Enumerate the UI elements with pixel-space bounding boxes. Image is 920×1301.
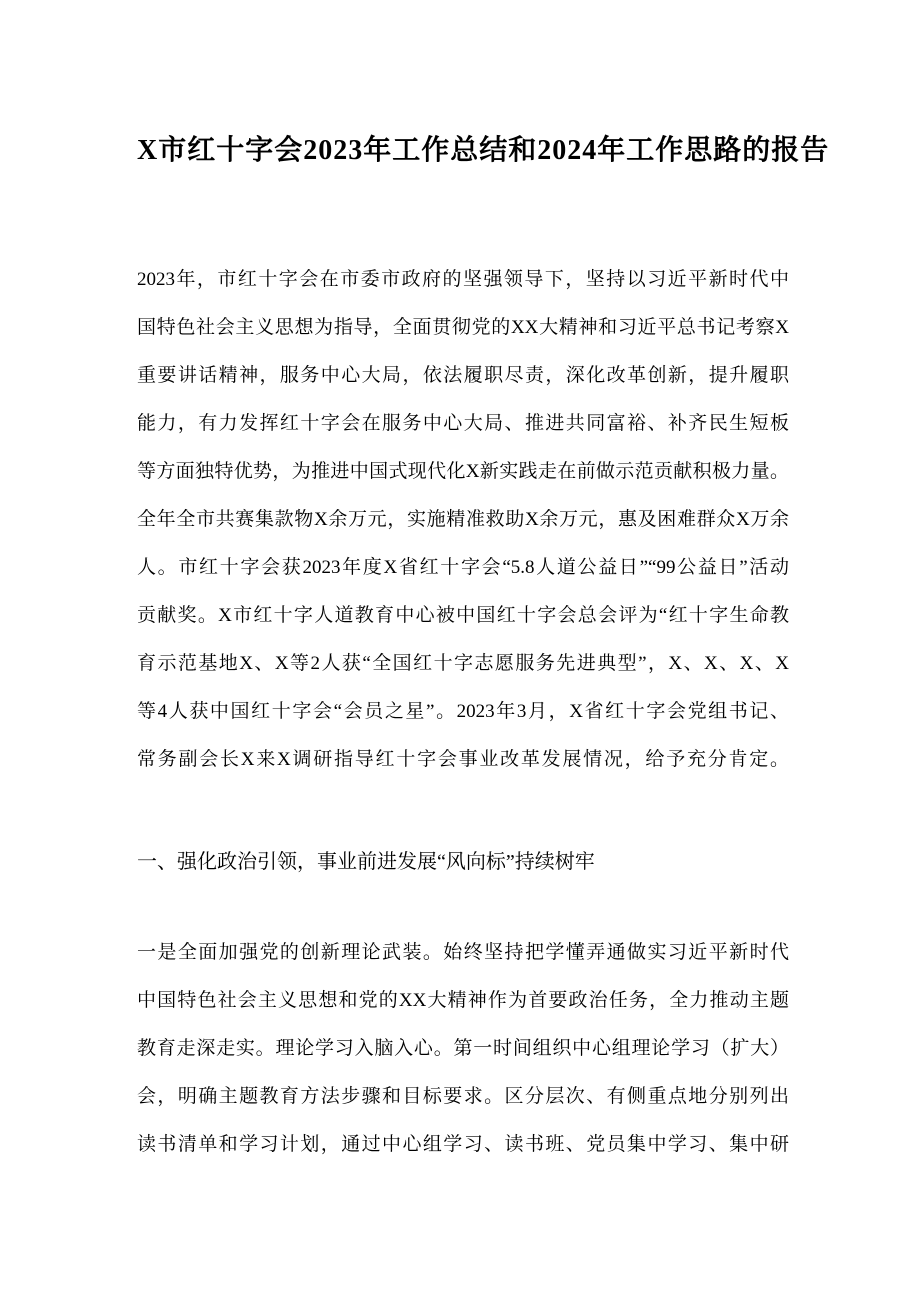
paragraph-line: 中国特色社会主义思想和党的XX大精神作为首要政治任务，全力推动主题 [137, 990, 789, 1011]
paragraph-line: 教育走深走实。理论学习入脑入心。第一时间组织中心组理论学习（扩大） [137, 1038, 789, 1059]
document-title: X市红十字会2023年工作总结和2024年工作思路的报告 [137, 135, 830, 166]
paragraph-line: 贡献奖。X市红十字人道教育中心被中国红十字会总会评为“红十字生命教 [137, 605, 789, 626]
paragraph-line: 能力，有力发挥红十字会在服务中心大局、推进共同富裕、补齐民生短板 [137, 413, 789, 434]
paragraph-line: 2023年，市红十字会在市委市政府的坚强领导下，坚持以习近平新时代中 [137, 269, 789, 290]
paragraph-line: 会，明确主题教育方法步骤和目标要求。区分层次、有侧重点地分别列出 [137, 1086, 789, 1107]
paragraph-line: 常务副会长X来X调研指导红十字会事业改革发展情况，给予充分肯定。 [137, 749, 789, 770]
paragraph-2 [137, 929, 789, 1169]
paragraph-line: 国特色社会主义思想为指导，全面贯彻党的XX大精神和习近平总书记考察X [137, 317, 789, 338]
paragraph-line: 育示范基地X、X等2人获“全国红十字志愿服务先进典型”，X、X、X、X [137, 653, 789, 674]
paragraph-line: 等方面独特优势，为推进中国式现代化X新实践走在前做示范贡献积极力量。 [137, 461, 789, 482]
paragraph-line: 全年全市共赛集款物X余万元，实施精准救助X余万元，惠及困难群众X万余 [137, 509, 789, 530]
paragraph-line: 等4人获中国红十字会“会员之星”。2023年3月，X省红十字会党组书记、 [137, 701, 789, 722]
section-heading-1: 一、强化政治引领，事业前进发展“风向标”持续树牢 [137, 851, 595, 873]
paragraph-line: 读书清单和学习计划，通过中心组学习、读书班、党员集中学习、集中研 [137, 1134, 789, 1155]
paragraph-line: 一是全面加强党的创新理论武装。始终坚持把学懂弄通做实习近平新时代 [137, 942, 789, 963]
paragraph-1 [137, 256, 789, 784]
paragraph-line: 重要讲话精神，服务中心大局，依法履职尽责，深化改革创新，提升履职 [137, 365, 789, 386]
paragraph-line: 人。市红十字会获2023年度X省红十字会“5.8人道公益日”“99公益日”活动 [137, 557, 789, 578]
